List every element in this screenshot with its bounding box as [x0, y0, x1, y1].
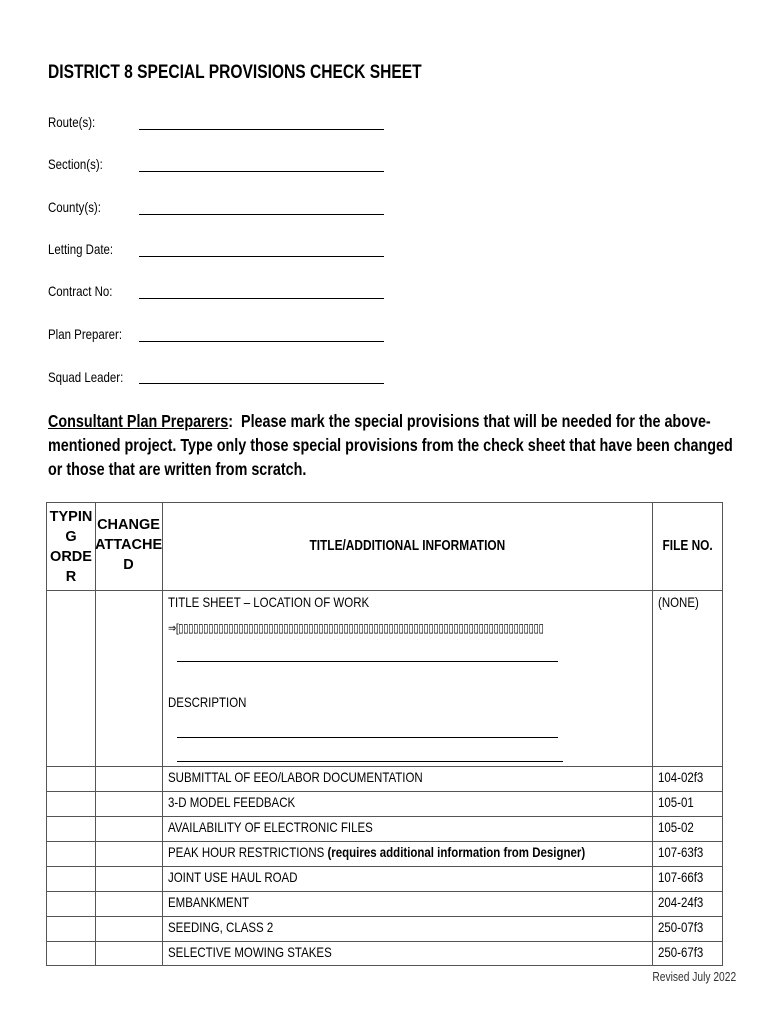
- field-label-section: [48, 156, 115, 172]
- row-title: [168, 944, 368, 960]
- header-typing-order: [47, 507, 95, 587]
- cell-text: 104-02f3: [658, 769, 704, 785]
- section-input-line[interactable]: [139, 171, 384, 172]
- cell-text: 250-07f3: [658, 919, 704, 935]
- field-label-text: Route(s):: [48, 114, 96, 130]
- header-text: TITLE/ADDITIONAL INFORMATION: [309, 538, 505, 554]
- row-note: (requires additional information from Designer): [327, 844, 586, 860]
- header-text: CHANGE: [97, 517, 160, 533]
- letting-date-input-line[interactable]: [139, 256, 384, 257]
- table-divider: [47, 916, 722, 917]
- row-title: [168, 819, 418, 835]
- row-title-text: PEAK HOUR RESTRICTIONS: [168, 844, 328, 860]
- page-title-text: DISTRICT 8 SPECIAL PROVISIONS CHECK SHEET: [48, 62, 422, 83]
- cell-text: 3-D MODEL FEEDBACK: [168, 794, 296, 810]
- row-title: [168, 844, 677, 860]
- page-title: [48, 62, 504, 84]
- header-text: TYPIN: [49, 509, 93, 525]
- cell-text: JOINT USE HAUL ROAD: [168, 869, 298, 885]
- header-text: ORDE: [50, 549, 92, 565]
- field-label-squad-leader: [48, 369, 140, 385]
- row-title: [168, 794, 323, 810]
- header-change-attached: [95, 515, 162, 575]
- cell-text: ⇒[▯▯▯▯▯▯▯▯▯▯▯▯▯▯▯▯▯▯▯▯▯▯▯▯▯▯▯▯▯▯▯▯▯▯▯▯▯▯▯▯▯▯▯▯▯▯▯▯▯▯▯▯▯▯▯▯▯▯▯▯▯▯▯▯▯▯▯▯▯▯▯▯▯: [168, 621, 544, 635]
- cell-text: 107-66f3: [658, 869, 704, 885]
- table-divider: [47, 766, 722, 767]
- field-label-text: County(s):: [48, 199, 101, 215]
- revision-note: [634, 970, 736, 984]
- location-blank-line[interactable]: [177, 661, 558, 662]
- row-title: [168, 769, 479, 785]
- instructions-line1-text: Please mark the special provisions that will be needed for the above-: [240, 411, 711, 431]
- field-label-text: Contract No:: [48, 283, 113, 299]
- cell-text: SEEDING, CLASS 2: [168, 919, 274, 935]
- title-sheet-file: [658, 594, 708, 610]
- revision-text: Revised July 2022: [652, 970, 736, 984]
- instructions-lead: Consultant Plan Preparers: [48, 411, 229, 431]
- location-input-field[interactable]: [168, 621, 626, 635]
- header-text: D: [123, 557, 134, 573]
- cell-text: 105-01: [658, 794, 694, 810]
- row-file-no: [658, 919, 713, 935]
- header-text: G: [65, 529, 77, 545]
- table-divider: [47, 866, 722, 867]
- title-sheet-title: [168, 594, 413, 610]
- cell-text: EMBANKMENT: [168, 894, 250, 910]
- route-input-line[interactable]: [139, 129, 384, 130]
- cell-text: DESCRIPTION: [168, 694, 247, 710]
- row-file-no: [658, 894, 713, 910]
- table-divider: [652, 503, 653, 965]
- field-label-plan-preparer: [48, 326, 138, 342]
- table-divider: [47, 590, 722, 591]
- table-divider: [47, 891, 722, 892]
- field-label-text: Plan Preparer:: [48, 326, 123, 342]
- contract-no-input-line[interactable]: [139, 298, 384, 299]
- header-title: [162, 536, 652, 556]
- cell-text: TITLE SHEET – LOCATION OF WORK: [168, 594, 370, 610]
- row-file-no: [658, 794, 702, 810]
- row-file-no: [658, 869, 713, 885]
- table-divider: [47, 841, 722, 842]
- instructions-paragraph: [48, 409, 770, 481]
- cell-text: SUBMITTAL OF EEO/LABOR DOCUMENTATION: [168, 769, 423, 785]
- field-label-contract-no: [48, 283, 127, 299]
- cell-text: AVAILABILITY OF ELECTRONIC FILES: [168, 819, 373, 835]
- cell-text: 107-63f3: [658, 844, 704, 860]
- header-file-no: [652, 536, 724, 556]
- field-label-county: [48, 199, 113, 215]
- plan-preparer-input-line[interactable]: [139, 341, 384, 342]
- squad-leader-input-line[interactable]: [139, 383, 384, 384]
- cell-text: 105-02: [658, 819, 694, 835]
- header-text: R: [65, 569, 77, 585]
- provisions-table: [46, 502, 723, 966]
- table-divider: [47, 941, 722, 942]
- instructions-line-1: [48, 409, 733, 433]
- description-blank-line-2[interactable]: [177, 761, 563, 762]
- row-title: [168, 894, 267, 910]
- row-file-no: [658, 819, 702, 835]
- field-label-text: Squad Leader:: [48, 369, 124, 385]
- row-file-no: [658, 944, 713, 960]
- cell-text: 250-67f3: [658, 944, 704, 960]
- instructions-colon: :: [228, 411, 234, 431]
- header-text: ATTACHE: [95, 537, 163, 553]
- description-label: [168, 694, 264, 710]
- table-divider: [162, 503, 163, 965]
- table-divider: [47, 791, 722, 792]
- instructions-text: [48, 409, 733, 481]
- field-label-text: Letting Date:: [48, 241, 114, 257]
- row-file-no: [658, 769, 713, 785]
- row-title: [168, 869, 326, 885]
- table-divider: [47, 816, 722, 817]
- cell-text: SELECTIVE MOWING STAKES: [168, 944, 332, 960]
- description-blank-line-1[interactable]: [177, 737, 558, 738]
- header-text: FILE NO.: [662, 538, 714, 554]
- row-title: [168, 919, 296, 935]
- cell-text: [168, 844, 585, 860]
- cell-text: (NONE): [658, 594, 699, 610]
- county-input-line[interactable]: [139, 214, 384, 215]
- instructions-line-3: or those that are written from scratch.: [48, 459, 307, 479]
- field-label-text: Section(s):: [48, 156, 103, 172]
- field-label-letting-date: [48, 241, 127, 257]
- instructions-line-2: mentioned project. Type only those special provisions from the check sheet that have been changed: [48, 435, 733, 455]
- cell-text: 204-24f3: [658, 894, 704, 910]
- row-file-no: [658, 844, 713, 860]
- field-label-route: [48, 114, 106, 130]
